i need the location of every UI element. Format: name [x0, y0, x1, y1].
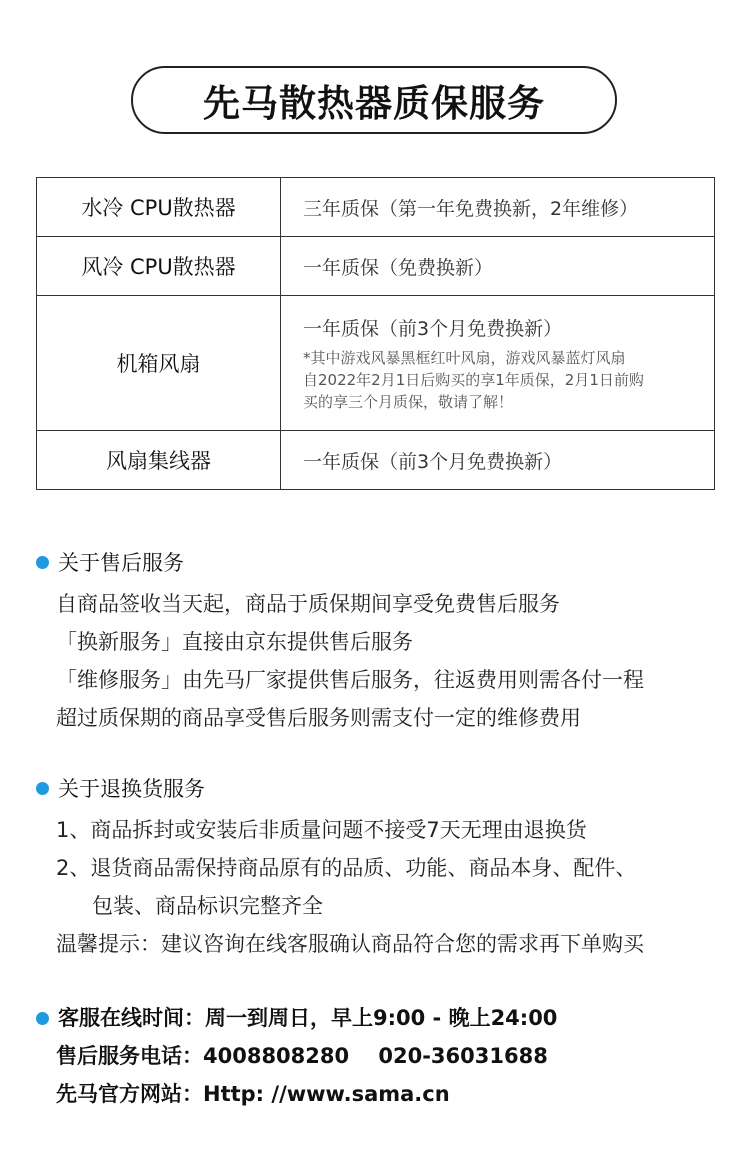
- table-row: [37, 178, 715, 237]
- service-phone: 售后服务电话：4008808280 020-36031688: [56, 1044, 548, 1068]
- section-header: [36, 773, 644, 803]
- category-cell: 机箱风扇: [37, 296, 281, 431]
- note-line: 买的享三个月质保，敬请了解！: [303, 392, 514, 411]
- text-line: 1、商品拆封或安装后非质量问题不接受7天无理由退换货: [56, 818, 587, 842]
- table-row: [37, 237, 715, 296]
- warranty-table: [36, 177, 715, 490]
- note-line: 自2022年2月1日后购买的享1年质保，2月1日前购: [303, 370, 644, 389]
- table-row: [37, 431, 715, 490]
- returns-section: [36, 773, 644, 963]
- warranty-cell: 一年质保（前3个月免费换新）: [281, 431, 715, 490]
- warranty-cell: 一年质保（免费换新）: [281, 237, 715, 296]
- bullet-dot-icon: [36, 782, 49, 795]
- warranty-cell: 三年质保（第一年免费换新，2年维修）: [281, 178, 715, 237]
- table-row: [37, 296, 715, 431]
- section-title: 关于售后服务: [58, 551, 184, 575]
- section-title: 关于退换货服务: [58, 777, 205, 801]
- bullet-dot-icon: [36, 556, 49, 569]
- text-line: 自商品签收当天起，商品于质保期间享受免费售后服务: [56, 592, 560, 616]
- category-cell: 风冷 CPU散热器: [37, 237, 281, 296]
- text-line: 超过质保期的商品享受售后服务则需支付一定的维修费用: [56, 706, 581, 730]
- service-hours: 客服在线时间：周一到周日，早上9:00 - 晚上24:00: [58, 1006, 558, 1030]
- contact-section: [36, 999, 557, 1113]
- tip-line: 温馨提示：建议咨询在线客服确认商品符合您的需求再下单购买: [56, 932, 644, 956]
- title-banner: [131, 66, 617, 134]
- warranty-note: [303, 347, 714, 413]
- bullet-dot-icon: [36, 1012, 49, 1025]
- category-cell: 风扇集线器: [37, 431, 281, 490]
- text-line: 「维修服务」由先马厂家提供售后服务，往返费用则需各付一程: [56, 668, 644, 692]
- note-line: *其中游戏风暴黑框红叶风扇，游戏风暴蓝灯风扇: [303, 348, 626, 367]
- section-header: [36, 547, 644, 577]
- text-line: 2、退货商品需保持商品原有的品质、功能、商品本身、配件、: [56, 856, 637, 880]
- text-line: 包装、商品标识完整齐全: [92, 894, 323, 918]
- warranty-text: 一年质保（前3个月免费换新）: [303, 317, 563, 340]
- page-title: 先马散热器质保服务: [203, 82, 545, 125]
- warranty-cell: [281, 296, 715, 431]
- text-line: 「换新服务」直接由京东提供售后服务: [56, 630, 413, 654]
- official-website: 先马官方网站：Http: //www.sama.cn: [56, 1082, 450, 1106]
- section-header: [36, 999, 557, 1037]
- category-cell: 水冷 CPU散热器: [37, 178, 281, 237]
- after-sales-section: [36, 547, 644, 737]
